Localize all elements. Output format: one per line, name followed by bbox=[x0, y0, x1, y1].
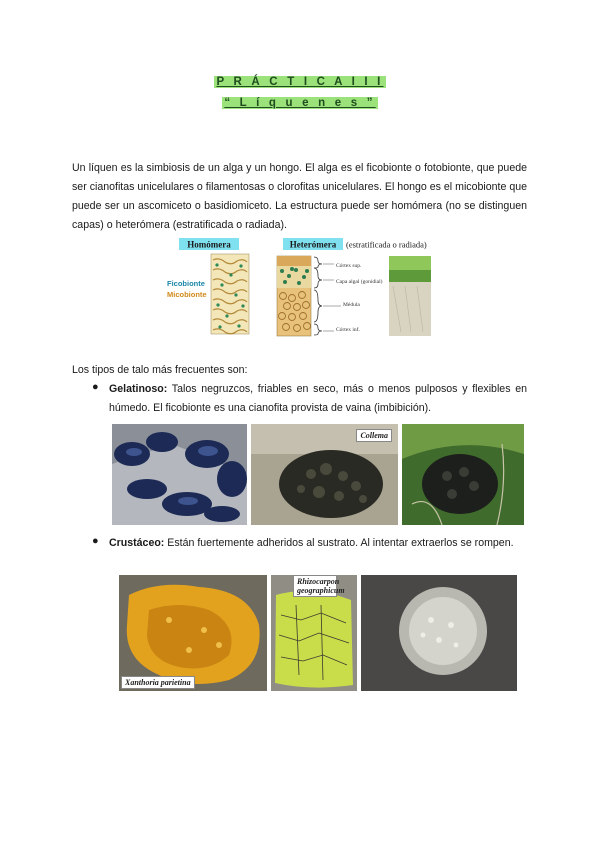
item-gelatinoso-name: Gelatinoso: bbox=[109, 383, 168, 395]
photo-gelatinous-1 bbox=[112, 424, 247, 525]
label-xanthoria: Xanthoria parietina bbox=[121, 676, 195, 689]
layer-capa-algal: Capa algal (gonidial) bbox=[336, 279, 383, 285]
intro-paragraph: Un líquen es la simbiosis de un alga y un hongo. El alga es el ficobionte o fotobionte, que puede ser cianofitas unicelulares o filamentosas o clorofitas unicelulares. El hongo es el micobionte que puede ser un ascomiceto o basidiomiceto. La estructura puede ser homómera (no se distinguen capas) o heterómera (estratificada o radiada). bbox=[72, 162, 527, 231]
heteromera-note: (estratificada o radiada) bbox=[346, 239, 427, 250]
ficobionte-label: Ficobionte bbox=[167, 279, 205, 288]
photo-gelatinous-3 bbox=[402, 424, 524, 525]
photo-xanthoria bbox=[119, 575, 267, 691]
page-subtitle: “ L í q u e n e s ” bbox=[224, 97, 376, 109]
bullet-gelatinoso: ● bbox=[92, 381, 99, 393]
layer-medula: Médula bbox=[343, 302, 360, 308]
label-collema: Collema bbox=[356, 429, 392, 442]
layer-cortex-inf: Córtex inf. bbox=[336, 327, 360, 333]
item-crustaceo-text: Están fuertemente adheridos al sustrato. Al intentar extraerlos se rompen. bbox=[164, 537, 514, 549]
photo-crustose-3 bbox=[361, 575, 517, 691]
item-gelatinoso-text: Talos negruzcos, friables en seco, más o menos pulposos y flexibles en húmedo. El ficobionte es una cianofita provista de vaina (imbibición). bbox=[109, 383, 527, 414]
layer-cortex-sup: Córtex sup. bbox=[336, 263, 362, 269]
item-crustaceo-name: Crustáceo: bbox=[109, 537, 165, 549]
heteromera-label: Heterómera bbox=[289, 239, 337, 250]
item-gelatinoso bbox=[109, 380, 527, 418]
thallus-intro: Los tipos de talo más frecuentes son: bbox=[72, 364, 248, 376]
structure-diagram bbox=[165, 236, 440, 338]
micobionte-label: Micobionte bbox=[167, 290, 207, 299]
bullet-crustaceo: ● bbox=[92, 535, 99, 547]
page-title: P R Á C T I C A I I I bbox=[216, 76, 384, 88]
item-crustaceo bbox=[109, 534, 527, 553]
homomera-label: Homómera bbox=[187, 239, 231, 250]
label-rhizocarpon: Rhizocarpon geographicum bbox=[293, 575, 337, 597]
photo-collema bbox=[251, 424, 398, 525]
photo-rhizocarpon bbox=[271, 575, 357, 691]
